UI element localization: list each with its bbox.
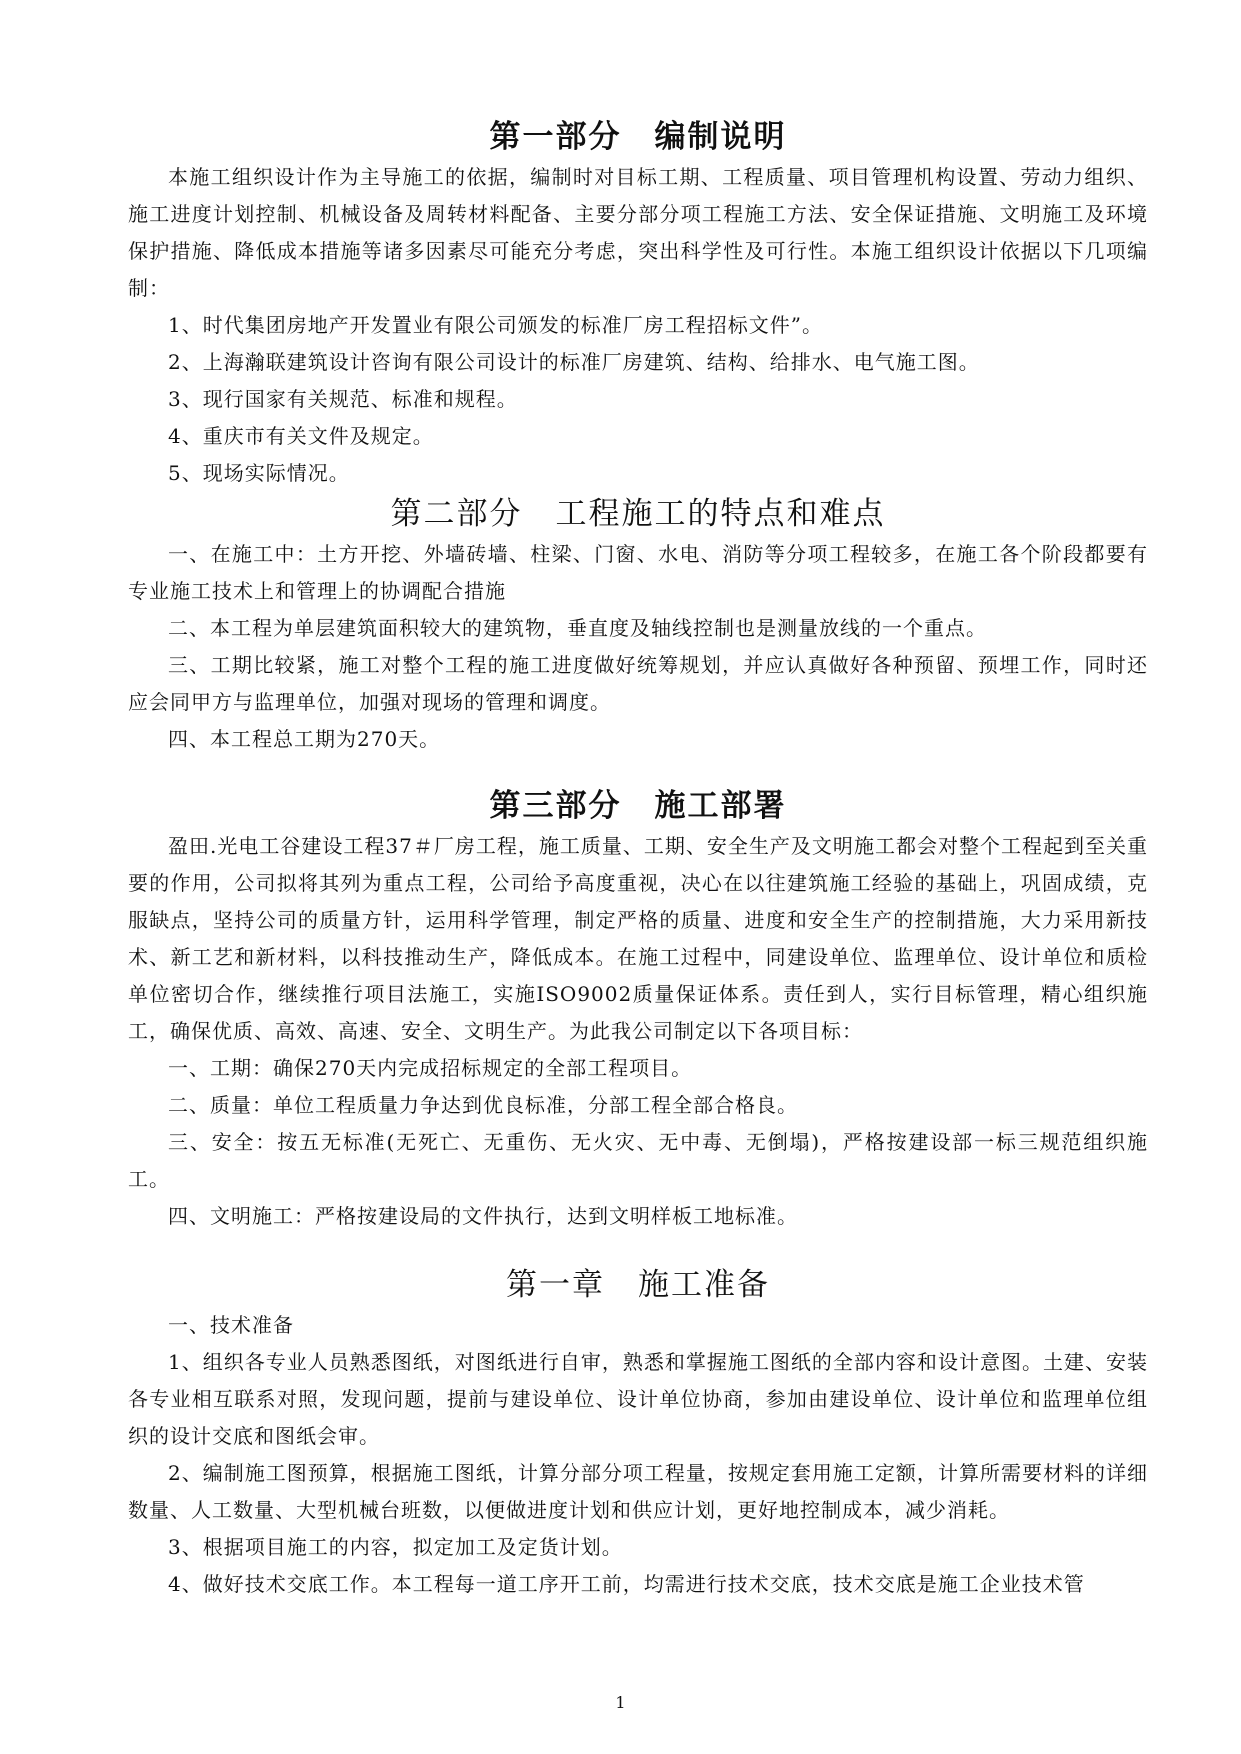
list-item: 二、质量：单位工程质量力争达到优良标准，分部工程全部合格良。	[168, 1093, 798, 1117]
document-body	[128, 115, 1148, 1603]
list-item: 5、现场实际情况。	[168, 461, 350, 485]
list-item: 1、时代集团房地产开发置业有限公司颁发的标准厂房工程招标文件”。	[168, 313, 823, 337]
list-item: 1、组织各专业人员熟悉图纸，对图纸进行自审，熟悉和掌握施工图纸的全部内容和设计意图。土建、安装各专业相互联系对照，发现问题，提前与建设单位、设计单位协商，参加由建设单位、设计单位和监理单位组织的设计交底和图纸会审。	[128, 1350, 1148, 1448]
list-item: 四、文明施工：严格按建设局的文件执行，达到文明样板工地标准。	[168, 1204, 798, 1228]
list-item: 4、重庆市有关文件及规定。	[168, 424, 434, 448]
paragraph: 二、本工程为单层建筑面积较大的建筑物，垂直度及轴线控制也是测量放线的一个重点。	[168, 616, 987, 640]
list-item: 2、编制施工图预算，根据施工图纸，计算分部分项工程量，按规定套用施工定额，计算所需要材料的详细数量、人工数量、大型机械台班数，以便做进度计划和供应计划，更好地控制成本，减少消耗。	[128, 1461, 1148, 1522]
list-item: 3、现行国家有关规范、标准和规程。	[168, 387, 518, 411]
section-heading-2: 第二部分 工程施工的特点和难点	[390, 496, 886, 532]
section-heading-1: 第一部分 编制说明	[489, 119, 787, 155]
paragraph: 一、在施工中：土方开挖、外墙砖墙、柱梁、门窗、水电、消防等分项工程较多，在施工各个阶段都要有专业施工技术上和管理上的协调配合措施	[128, 542, 1148, 603]
section-heading-3: 第三部分 施工部署	[489, 788, 787, 824]
list-item: 4、做好技术交底工作。本工程每一道工序开工前，均需进行技术交底，技术交底是施工企业技术管	[168, 1572, 1085, 1596]
list-item: 2、上海瀚联建筑设计咨询有限公司设计的标准厂房建筑、结构、给排水、电气施工图。	[168, 350, 980, 374]
subheading: 一、技术准备	[168, 1313, 294, 1337]
list-item: 三、安全：按五无标准(无死亡、无重伤、无火灾、无中毒、无倒塌)，严格按建设部一标三规范组织施工。	[128, 1130, 1148, 1191]
list-item: 一、工期：确保270天内完成招标规定的全部工程项目。	[168, 1056, 693, 1080]
paragraph: 盈田.光电工谷建设工程37＃厂房工程，施工质量、工期、安全生产及文明施工都会对整个工程起到至关重要的作用，公司拟将其列为重点工程，公司给予高度重视，决心在以往建筑施工经验的基础上，巩固成绩，克服缺点，坚持公司的质量方针，运用科学管理，制定严格的质量、进度和安全生产的控制措施，大力采用新技术、新工艺和新材料，以科技推动生产，降低成本。在施工过程中，同建设单位、监理单位、设计单位和质检单位密切合作，继续推行项目法施工，实施ISO9002质量保证体系。责任到人，实行目标管理，精心组织施工，确保优质、高效、高速、安全、文明生产。为此我公司制定以下各项目标：	[128, 834, 1148, 1043]
chapter-heading-1: 第一章 施工准备	[506, 1267, 770, 1303]
page-number: 1	[615, 1693, 626, 1712]
paragraph: 三、工期比较紧，施工对整个工程的施工进度做好统筹规划，并应认真做好各种预留、预埋工作，同时还应会同甲方与监理单位，加强对现场的管理和调度。	[128, 653, 1148, 714]
paragraph: 四、本工程总工期为270天。	[168, 727, 441, 751]
paragraph: 本施工组织设计作为主导施工的依据，编制时对目标工期、工程质量、项目管理机构设置、劳动力组织、施工进度计划控制、机械设备及周转材料配备、主要分部分项工程施工方法、安全保证措施、文明施工及环境保护措施、降低成本措施等诸多因素尽可能充分考虑，突出科学性及可行性。本施工组织设计依据以下几项编制：	[128, 165, 1148, 300]
list-item: 3、根据项目施工的内容，拟定加工及定货计划。	[168, 1535, 623, 1559]
